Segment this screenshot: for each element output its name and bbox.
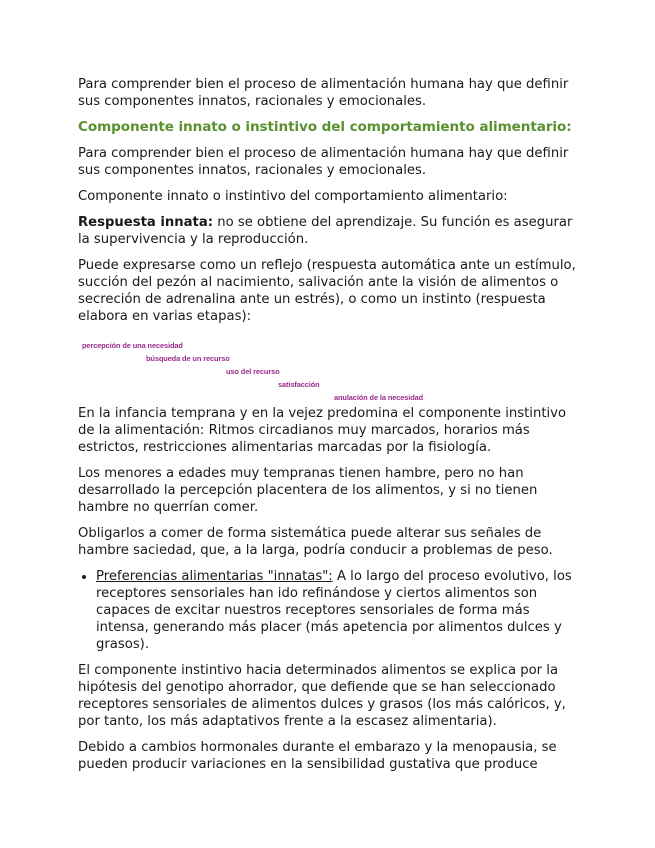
intro-paragraph: Para comprender bien el proceso de alimentación humana hay que definir sus componentes innatos, racionales y emocionales. bbox=[78, 77, 569, 109]
stage-5: anulación de la necesidad bbox=[334, 393, 424, 402]
stage-2: búsqueda de un recurso bbox=[146, 354, 230, 363]
intro-paragraph-repeat: Para comprender bien el proceso de alimentación humana hay que definir sus componentes innatos, racionales y emocionales. bbox=[78, 146, 569, 178]
list-item bbox=[96, 568, 580, 653]
stage-3: uso del recurso bbox=[226, 367, 280, 376]
document-page bbox=[78, 76, 580, 782]
reflex-paragraph: Puede expresarse como un reflejo (respuesta automática ante un estímulo, succión del pezón al nacimiento, salivación ante la visión de alimentos o secreción de adrenalina ante un estrés), o como un instinto (respuesta elabora en varias etapas): bbox=[78, 258, 576, 324]
thrifty-genotype-paragraph: El componente instintivo hacia determinados alimentos se explica por la hipótesis del genotipo ahorrador, que defiende que se han seleccionado receptores sensoriales de alimentos dulces y grasos (los más calóricos, y, por tanto, los más adaptativos frente a la escasez alimentaria). bbox=[78, 663, 566, 729]
innate-response-paragraph bbox=[78, 214, 580, 248]
section-heading: Componente innato o instintivo del comportamiento alimentario: bbox=[78, 119, 572, 135]
innate-response-text: no se obtiene del aprendizaje. Su función es asegurar la supervivencia y la reproducción. bbox=[78, 215, 573, 247]
stage-4: satisfacción bbox=[278, 380, 320, 389]
forced-eating-paragraph: Obligarlos a comer de forma sistemática puede alterar sus señales de hambre saciedad, que, a la larga, podría conducir a problemas de peso. bbox=[78, 526, 553, 558]
preferences-list bbox=[78, 568, 580, 653]
preferences-text: A lo largo del proceso evolutivo, los receptores sensoriales han ido refinándose y ciertos alimentos son capaces de excitar nuestros receptores sensoriales de forma más intensa, generando más placer (más apetencia por alimentos dulces y grasos). bbox=[96, 569, 572, 652]
hormonal-changes-paragraph: Debido a cambios hormonales durante el embarazo y la menopausia, se pueden producir variaciones en la sensibilidad gustativa que produce bbox=[78, 740, 557, 772]
preferences-term: Preferencias alimentarias "innatas": bbox=[96, 569, 333, 584]
early-childhood-paragraph: En la infancia temprana y en la vejez predomina el componente instintivo de la alimentación: Ritmos circadianos muy marcados, horarios más estrictos, restricciones alimentarias marcadas por la fisiología. bbox=[78, 406, 567, 455]
innate-response-term: Respuesta innata: bbox=[78, 215, 214, 230]
young-children-paragraph: Los menores a edades muy tempranas tienen hambre, pero no han desarrollado la percepción placentera de los alimentos, y si no tienen hambre no querrían comer. bbox=[78, 466, 538, 515]
subheading-plain: Componente innato o instintivo del comportamiento alimentario: bbox=[78, 189, 508, 204]
instinct-stages-diagram bbox=[78, 335, 580, 402]
stage-1: percepción de una necesidad bbox=[82, 341, 183, 350]
